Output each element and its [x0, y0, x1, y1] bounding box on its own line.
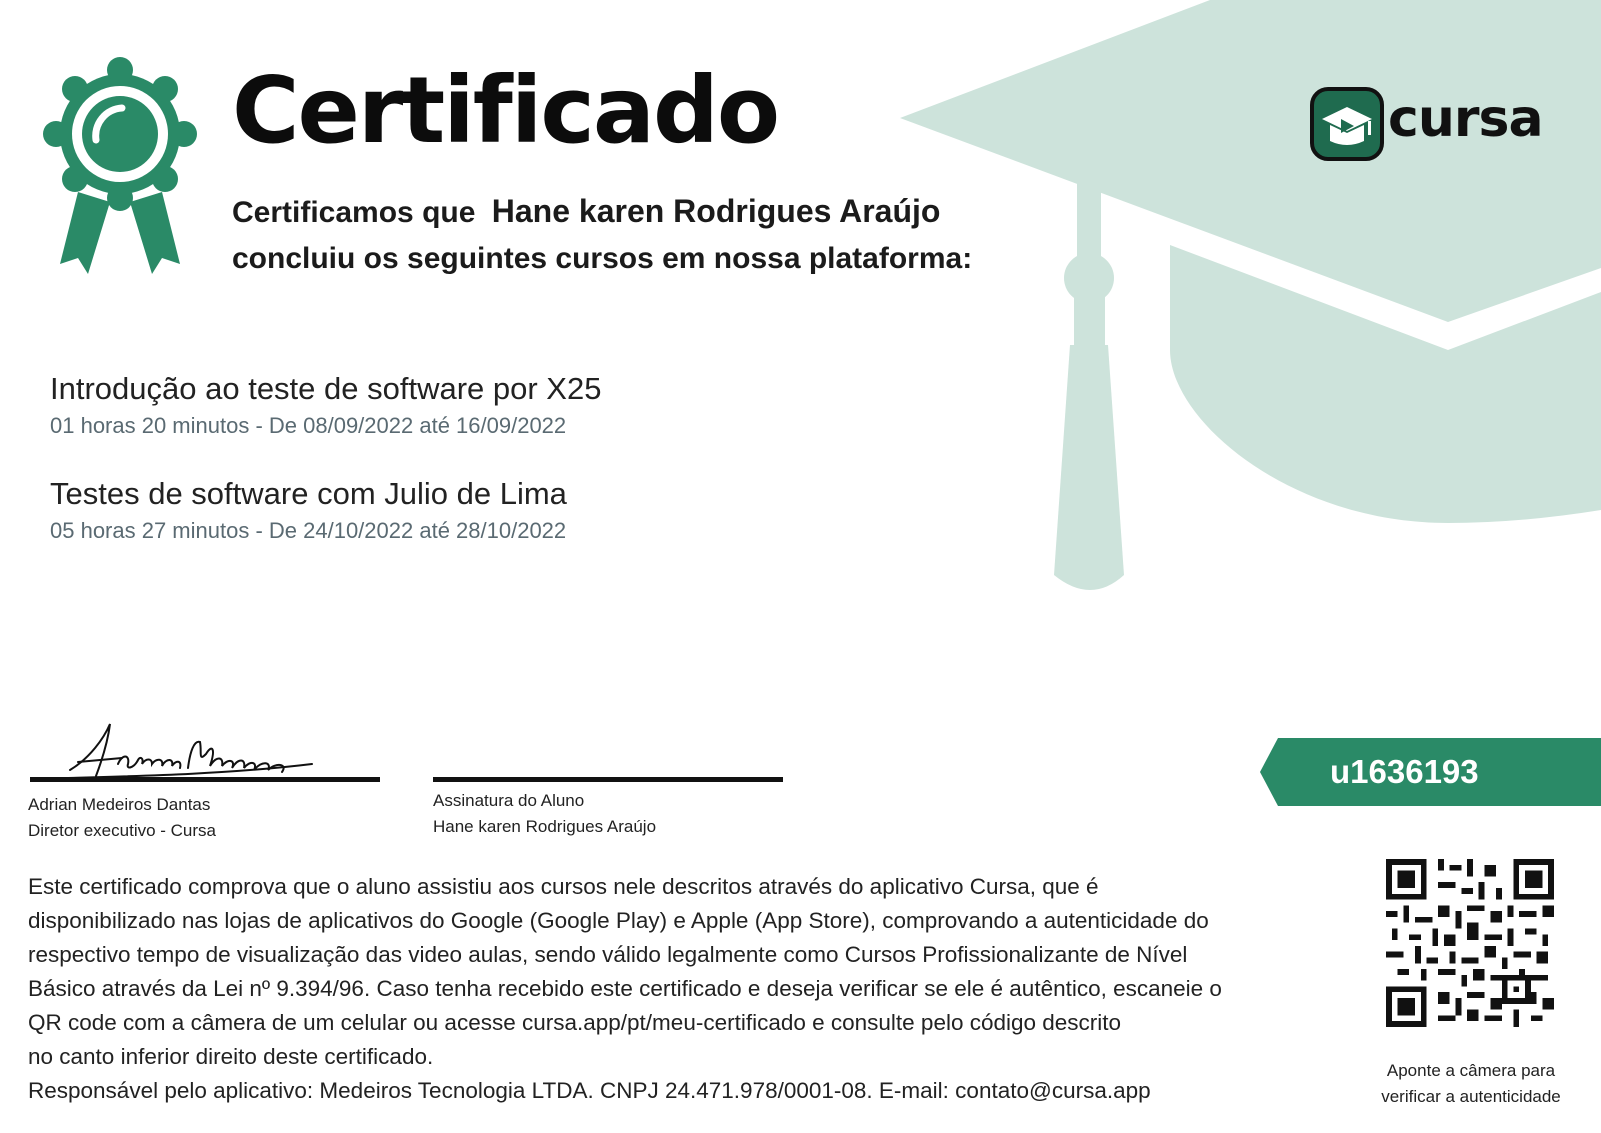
- intro-prefix: Certificamos que: [232, 196, 476, 229]
- intro-line-2: concluiu os seguintes cursos em nossa plataforma:: [232, 242, 973, 275]
- qr-caption-line-1: Aponte a câmera para: [1386, 1061, 1556, 1080]
- legal-line: Responsável pelo aplicativo: Medeiros Tecnologia LTDA. CNPJ 24.471.978/0001-08. E-mail: contato@cursa.app: [28, 1078, 1151, 1103]
- director-info: [28, 792, 216, 844]
- legal-line: no canto inferior direito deste certificado.: [28, 1044, 434, 1069]
- legal-line: respectivo tempo de visualização das video aulas, sendo válido legalmente como Cursos Profissionalizante de Nível: [28, 942, 1188, 967]
- student-name: Hane karen Rodrigues Araújo: [491, 193, 941, 229]
- qr-caption-line-2: verificar a autenticidade: [1381, 1087, 1561, 1106]
- cursa-logo: [1310, 85, 1543, 167]
- certificate-intro: [232, 188, 972, 282]
- student-signature-label: Assinatura do Aluno: [433, 791, 585, 810]
- student-signature-line: [433, 777, 783, 782]
- director-role: Diretor executivo - Cursa: [28, 821, 217, 840]
- course-meta: 05 horas 27 minutos - De 24/10/2022 até 28/10/2022: [50, 518, 567, 543]
- course-meta: 01 horas 20 minutos - De 08/09/2022 até 16/09/2022: [50, 413, 567, 438]
- verification-code: u1636193: [1330, 753, 1479, 790]
- student-signature-name: Hane karen Rodrigues Araújo: [433, 817, 657, 836]
- certificate-title: Certificado: [232, 57, 779, 164]
- student-signature-info: [433, 788, 656, 840]
- award-ribbon-icon: [40, 52, 200, 282]
- course-item: [50, 370, 601, 442]
- legal-line: disponibilizado nas lojas de aplicativos do Google (Google Play) e Apple (App Store), comprovando a autenticidade do: [28, 908, 1209, 933]
- director-signature-line: [30, 777, 380, 782]
- course-item: [50, 475, 567, 547]
- legal-line: QR code com a câmera de um celular ou acesse cursa.app/pt/meu-certificado e consulte pelo código descrito: [28, 1010, 1122, 1035]
- qr-code[interactable]: [1386, 859, 1554, 1027]
- qr-caption: [1340, 1058, 1601, 1110]
- cursa-logo-text: cursa: [1388, 89, 1543, 149]
- intro-line-1: [232, 188, 972, 236]
- verification-code-badge: [1260, 738, 1601, 806]
- course-title: Introdução ao teste de software por X25: [50, 371, 602, 406]
- course-title: Testes de software com Julio de Lima: [50, 476, 567, 511]
- director-name: Adrian Medeiros Dantas: [28, 795, 211, 814]
- legal-line: Básico através da Lei nº 9.394/96. Caso tenha recebido este certificado e deseja verificar se ele é autêntico, escaneie o: [28, 976, 1222, 1001]
- legal-text: [28, 870, 1328, 1108]
- legal-line: Este certificado comprova que o aluno assistiu aos cursos nele descritos através do aplicativo Cursa, que é: [28, 874, 1099, 899]
